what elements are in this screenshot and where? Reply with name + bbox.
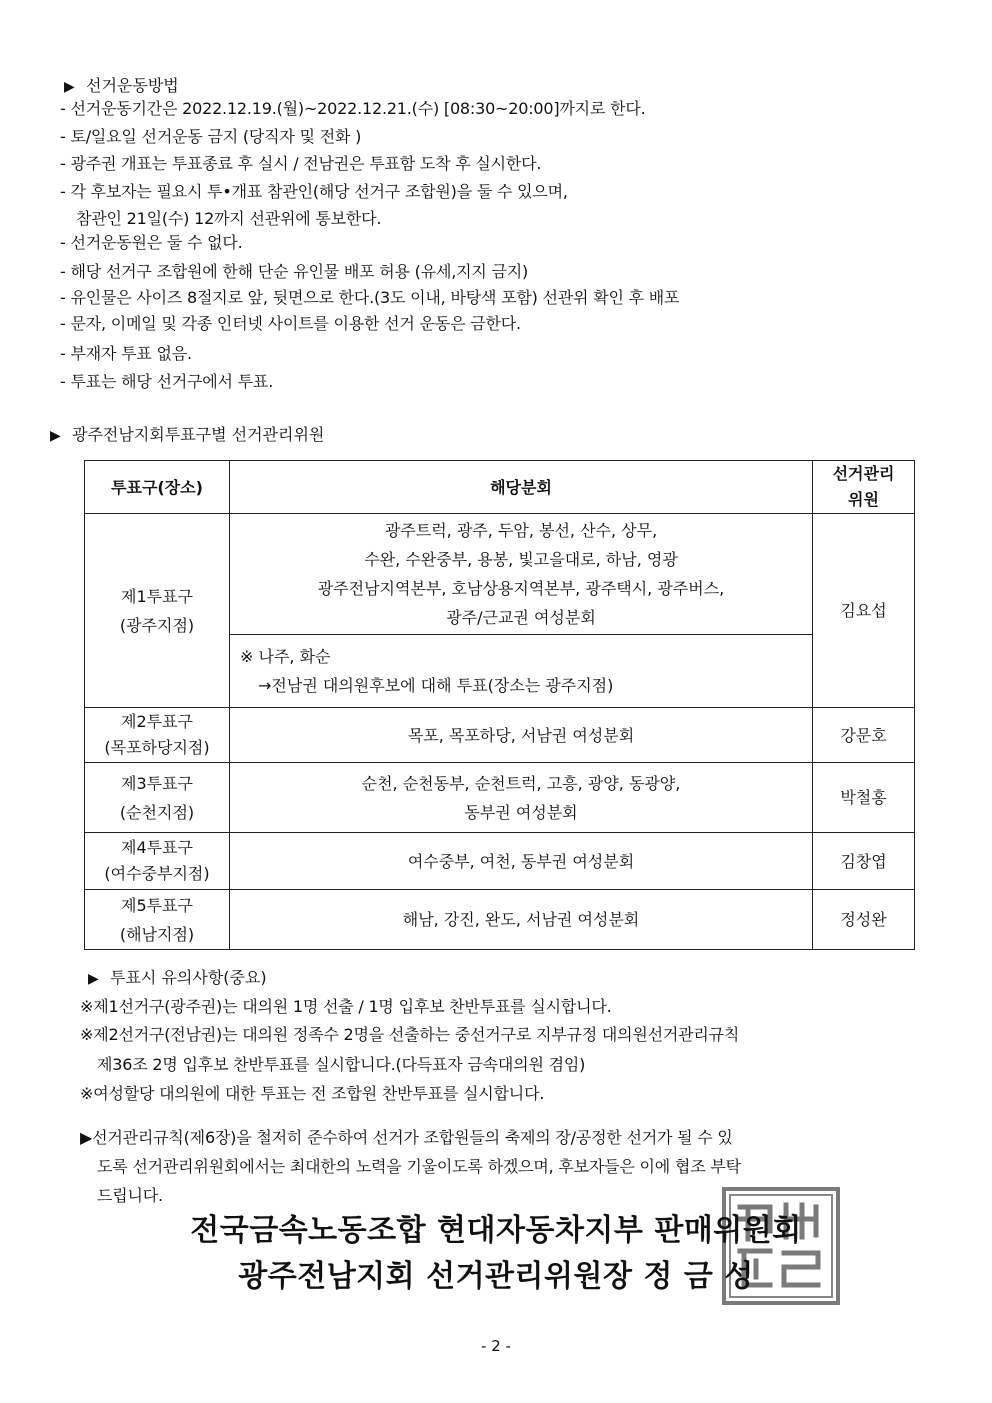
- committee-heading: ▶ 광주전남지회투표구별 선거관리위원: [50, 425, 325, 444]
- triangle-bullet-icon: ▶: [50, 428, 61, 444]
- table-row: [85, 890, 915, 950]
- branches-cell: 목포, 목포하당, 서남권 여성분회: [230, 708, 813, 763]
- member-cell: 강문호: [813, 708, 915, 763]
- branches-cell: 해남, 강진, 완도, 서남권 여성분회: [230, 890, 813, 950]
- place-cell: 제5투표구 (해남지점): [85, 890, 230, 950]
- place-cell: 제2투표구 (목포하당지점): [85, 708, 230, 763]
- place-cell: 제4투표구 (여수중부지점): [85, 833, 230, 890]
- triangle-bullet-icon: ▶: [64, 79, 75, 95]
- caution-item: ※제1선거구(광주권)는 대의원 1명 선출 / 1명 입후보 찬반투표를 실시합니다.: [80, 997, 612, 1016]
- branches-cell: 순천, 순천동부, 순천트럭, 고흥, 광양, 동광양, 동부권 여성분회: [230, 763, 813, 833]
- campaign-item: - 선거운동기간은 2022.12.19.(월)~2022.12.21.(수) [08:30~20:00]까지로 한다.: [60, 99, 646, 118]
- branches-cell: 여수중부, 여천, 동부권 여성분회: [230, 833, 813, 890]
- note-cell: ※ 나주, 화순 →전남권 대의원후보에 대해 투표(장소는 광주지점): [230, 635, 813, 708]
- header-place: 투표구(장소): [85, 461, 230, 514]
- caution-item: ※여성할당 대의원에 대한 투표는 전 조합원 찬반투표를 실시합니다.: [80, 1084, 545, 1103]
- place-cell: 제1투표구 (광주지점): [85, 514, 230, 708]
- cautions-heading: ▶ 투표시 유의사항(중요): [88, 968, 267, 987]
- campaign-item: 참관인 21일(수) 12까지 선관위에 통보한다.: [76, 209, 382, 228]
- campaign-item: - 문자, 이메일 및 각종 인터넷 사이트를 이용한 선거 운동은 금한다.: [60, 314, 521, 333]
- triangle-bullet-icon: ▶: [88, 971, 99, 987]
- page-number: - 2 -: [481, 1337, 511, 1355]
- table-row: [85, 514, 915, 635]
- campaign-item: - 유인물은 사이즈 8절지로 앞, 뒷면으로 한다.(3도 이내, 바탕색 포함) 선관위 확인 후 배포: [60, 288, 680, 307]
- campaign-item: - 투표는 해당 선거구에서 투표.: [60, 372, 274, 391]
- table-row: [85, 763, 915, 833]
- branches-cell: 광주트럭, 광주, 두암, 봉선, 산수, 상무, 수완, 수완중부, 용봉, 빛고을대로, 하남, 영광 광주전남지역본부, 호남상용지역본부, 광주택시, 광주버스, 광주/근교권 여성분회: [230, 514, 813, 635]
- table-row: [85, 708, 915, 763]
- campaign-item: - 토/일요일 선거운동 금지 (당직자 및 전화 ): [60, 127, 362, 146]
- signature-organization: 전국금속노동조합 현대자동차지부 판매위원회: [190, 1213, 802, 1248]
- campaign-item: - 광주권 개표는 투표종료 후 실시 / 전남권은 투표함 도착 후 실시한다.: [60, 154, 542, 173]
- committee-table: [84, 460, 915, 950]
- campaign-item: - 부재자 투표 없음.: [60, 344, 192, 363]
- closing-line: 드립니다.: [97, 1186, 163, 1205]
- header-branches: 해당분회: [230, 461, 813, 514]
- table-row: [85, 833, 915, 890]
- place-cell: 제3투표구 (순천지점): [85, 763, 230, 833]
- header-member: 선거관리 위원: [813, 461, 915, 514]
- table-header-row: [85, 461, 915, 514]
- closing-line: ▶선거관리규칙(제6장)을 철저히 준수하여 선거가 조합원들의 축제의 장/공정한 선거가 될 수 있: [80, 1128, 733, 1147]
- caution-item: 제36조 2명 입후보 찬반투표를 실시합니다.(다득표자 금속대의원 겸임): [97, 1055, 586, 1074]
- closing-line: 도록 선거관리위원회에서는 최대한의 노력을 기울이도록 하겠으며, 후보자들은 이에 협조 부탁: [97, 1157, 741, 1176]
- campaign-item: - 선거운동원은 둘 수 없다.: [60, 233, 243, 252]
- member-cell: 정성완: [813, 890, 915, 950]
- member-cell: 김창엽: [813, 833, 915, 890]
- member-cell: 김요섭: [813, 514, 915, 708]
- signature-chair: 광주전남지회 선거관리위원장 정 금 성: [238, 1259, 754, 1294]
- member-cell: 박철홍: [813, 763, 915, 833]
- caution-item: ※제2선거구(전남권)는 대의원 정족수 2명을 선출하는 중선거구로 지부규정 대의원선거관리규칙: [80, 1025, 740, 1044]
- campaign-item: - 각 후보자는 필요시 투•개표 참관인(해당 선거구 조합원)을 둘 수 있으며,: [60, 182, 568, 201]
- campaign-item: - 해당 선거구 조합원에 한해 단순 유인물 배포 허용 (유세,지지 금지): [60, 262, 529, 281]
- campaign-heading: ▶ 선거운동방법: [64, 76, 179, 95]
